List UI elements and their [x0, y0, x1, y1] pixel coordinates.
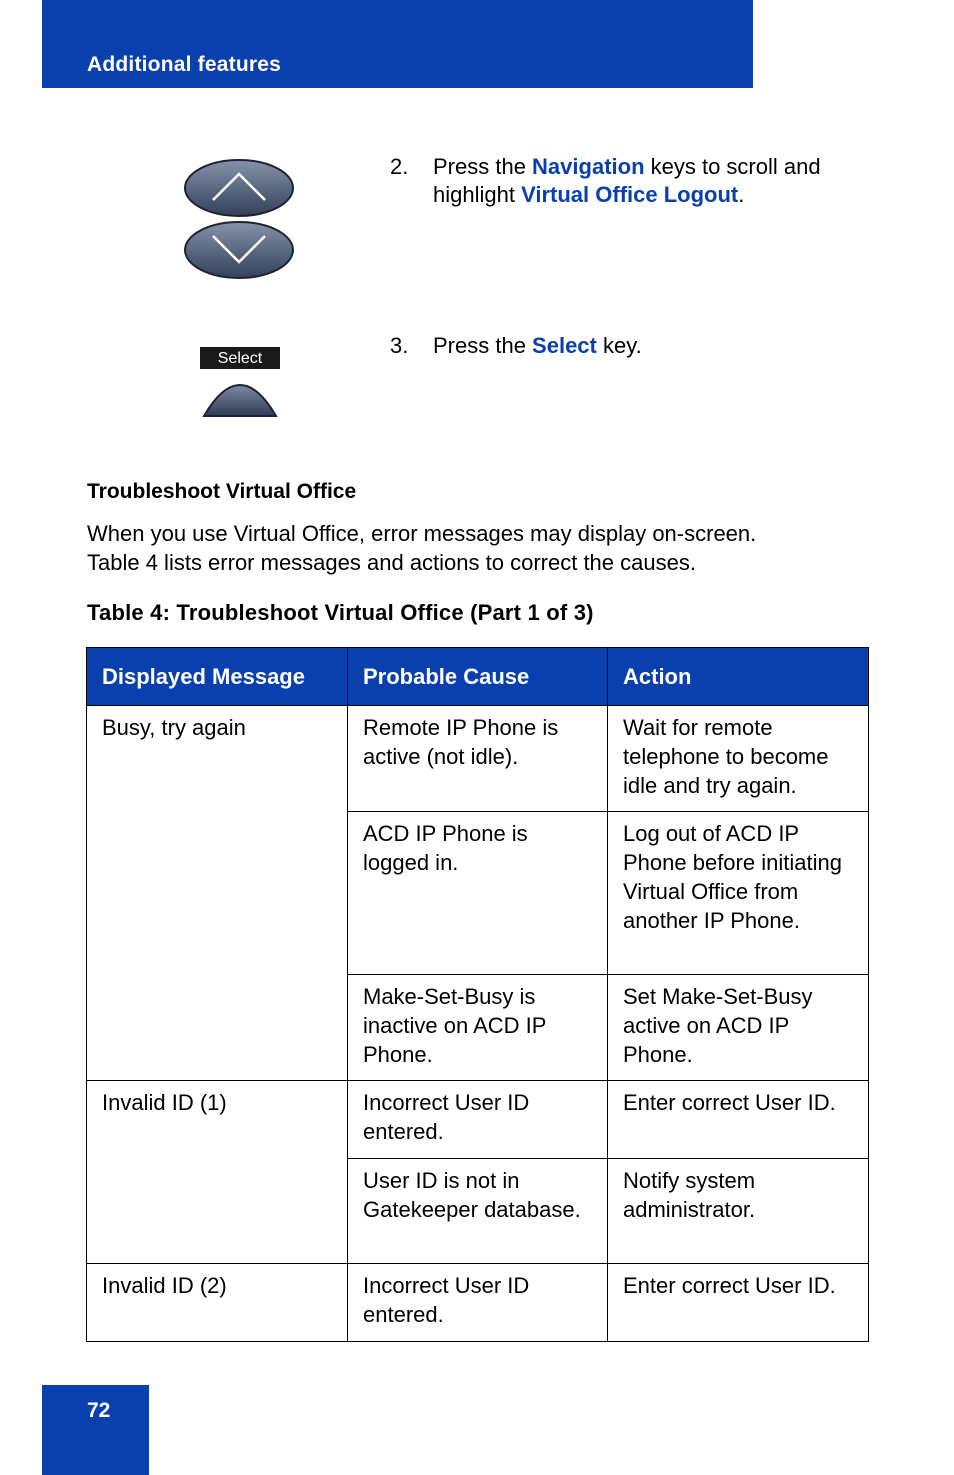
page-number: 72: [87, 1399, 111, 1422]
select-softkey-icon: [199, 346, 281, 420]
step-text-part: key.: [596, 333, 642, 358]
navigation-keys-icon: [183, 158, 295, 280]
step-text-part: keys to scroll and highlight: [433, 154, 821, 207]
section-heading: Troubleshoot Virtual Office: [87, 480, 357, 503]
action-cell: Wait for remote telephone to become idle and try again.: [608, 706, 869, 812]
cause-cell: Incorrect User ID entered.: [348, 1081, 608, 1159]
paragraph-line: When you use Virtual Office, error messages may display on-screen.: [87, 521, 757, 546]
cause-cell: User ID is not in Gatekeeper database.: [348, 1159, 608, 1264]
header-bar: [42, 0, 753, 88]
message-cell: Invalid ID (1): [87, 1081, 348, 1264]
message-cell: Busy, try again: [87, 706, 348, 1081]
action-cell: Enter correct User ID.: [608, 1264, 869, 1342]
step-text-part: .: [738, 182, 745, 207]
section-paragraph: [87, 519, 867, 577]
select-softkey-label: Select: [217, 350, 263, 367]
troubleshoot-table: [86, 647, 869, 1342]
navigation-down-key-icon: [185, 222, 293, 278]
step-text: [433, 153, 873, 209]
cause-cell: ACD IP Phone is logged in.: [348, 812, 608, 975]
column-header-action: Action: [608, 648, 869, 706]
action-cell: Notify system administrator.: [608, 1159, 869, 1264]
step-text: [433, 332, 873, 360]
table-header-row: [87, 648, 869, 706]
cause-cell: Incorrect User ID entered.: [348, 1264, 608, 1342]
action-cell: Set Make-Set-Busy active on ACD IP Phone.: [608, 975, 869, 1081]
cause-cell: Make-Set-Busy is inactive on ACD IP Phone.: [348, 975, 608, 1081]
page-number-box: [42, 1385, 149, 1475]
message-cell: Invalid ID (2): [87, 1264, 348, 1342]
action-cell: Log out of ACD IP Phone before initiating Virtual Office from another IP Phone.: [608, 812, 869, 975]
cause-cell: Remote IP Phone is active (not idle).: [348, 706, 608, 812]
paragraph-line: Table 4 lists error messages and actions to correct the causes.: [87, 550, 696, 575]
step-text-part: Press the: [433, 333, 533, 358]
header-title: Additional features: [87, 53, 281, 76]
table-caption: Table 4: Troubleshoot Virtual Office (Part 1 of 3): [87, 600, 594, 625]
virtual-office-logout-keyword: Virtual Office Logout: [521, 182, 739, 207]
column-header-probable-cause: Probable Cause: [348, 648, 608, 706]
navigation-up-key-icon: [185, 160, 293, 216]
table-row: [87, 1264, 869, 1342]
select-keyword: Select: [532, 333, 597, 358]
step-number: 3.: [390, 333, 409, 358]
action-cell: Enter correct User ID.: [608, 1081, 869, 1159]
table-row: [87, 1081, 869, 1159]
step-number: 2.: [390, 154, 409, 179]
navigation-keyword: Navigation: [532, 154, 645, 179]
column-header-displayed-message: Displayed Message: [87, 648, 348, 706]
step-text-part: Press the: [433, 154, 533, 179]
table-row: [87, 706, 869, 812]
